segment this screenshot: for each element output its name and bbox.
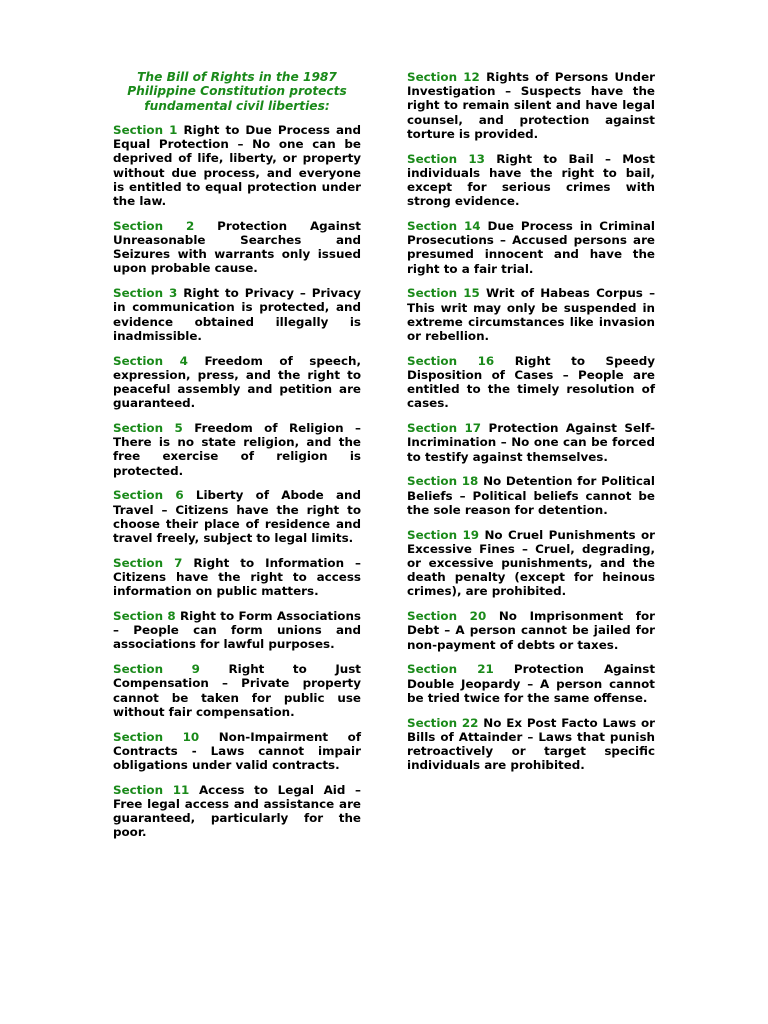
section-label: Section 5 <box>113 420 183 435</box>
section-paragraph <box>407 662 655 705</box>
intro-heading: The Bill of Rights in the 1987 Philippine Constitution protects fundamental civil liberties: <box>127 70 347 113</box>
section-paragraph <box>407 70 655 141</box>
section-paragraph <box>113 421 361 478</box>
section-text: No Detention for Political Beliefs – Political beliefs cannot be the sole reason for detention. <box>407 474 656 517</box>
section-label: Section 1 <box>113 122 178 137</box>
section-text: Right to Information – Citizens have the right to access information on public matters. <box>113 555 362 599</box>
section-label: Section 15 <box>407 286 480 301</box>
section-paragraph <box>407 286 655 343</box>
section-paragraph <box>407 219 655 276</box>
section-label: Section 20 <box>407 609 487 624</box>
section-text: Liberty of Abode and Travel – Citizens have the right to choose their place of residence and travel freely, subject to legal limits. <box>113 488 361 545</box>
section-paragraph <box>113 123 361 208</box>
section-text: Freedom of Religion – There is no state religion, and the free exercise of religion is protected. <box>113 420 361 478</box>
section-label: Section 8 <box>113 608 176 623</box>
section-text: No Ex Post Facto Laws or Bills of Attainder – Laws that punish retroactively or target specific individuals are prohibited. <box>407 715 655 773</box>
left-column <box>113 70 361 850</box>
section-text: Right to Form Associations – People can form unions and associations for lawful purposes. <box>113 608 362 652</box>
section-text: Access to Legal Aid – Free legal access and assistance are guaranteed, particularly for the poor. <box>113 782 362 840</box>
section-text: Right to Due Process and Equal Protection – No one can be deprived of life, liberty, or property without due process, and everyone is entitled to equal protection under the law. <box>113 122 362 208</box>
left-section-list <box>113 123 361 840</box>
section-label: Section 4 <box>113 353 188 368</box>
section-paragraph <box>113 286 361 343</box>
section-text: Protection Against Self-Incrimination – No one can be forced to testify against themselves. <box>407 421 655 464</box>
section-label: Section 3 <box>113 286 178 301</box>
section-text: Rights of Persons Under Investigation – Suspects have the right to remain silent and have legal counsel, and protection against torture is provided. <box>407 70 656 141</box>
section-label: Section 12 <box>407 70 480 84</box>
section-paragraph <box>407 354 655 411</box>
section-label: Section 19 <box>407 527 480 542</box>
right-column <box>407 70 655 783</box>
right-section-list <box>407 70 655 772</box>
section-paragraph <box>113 783 361 840</box>
section-paragraph <box>407 474 655 517</box>
section-label: Section 9 <box>113 662 200 677</box>
section-text: No Cruel Punishments or Excessive Fines – Cruel, degrading, or excessive punishments, and the death penalty (except for heinous crimes), are prohibited. <box>407 527 656 599</box>
section-paragraph <box>113 354 361 411</box>
section-text: No Imprisonment for Debt – A person cannot be jailed for non-payment of debts or taxes. <box>407 609 655 652</box>
section-text: Non-Impairment of Contracts - Laws cannot impair obligations under valid contracts. <box>113 729 361 772</box>
section-paragraph <box>113 730 361 773</box>
section-label: Section 11 <box>113 782 190 797</box>
section-paragraph <box>407 152 655 209</box>
section-label: Section 2 <box>113 218 195 233</box>
section-label: Section 22 <box>407 715 479 730</box>
section-text: Writ of Habeas Corpus – This writ may only be suspended in extreme circumstances like invasion or rebellion. <box>407 286 656 344</box>
section-paragraph <box>407 609 655 652</box>
section-label: Section 7 <box>113 555 183 570</box>
section-label: Section 14 <box>407 219 481 234</box>
section-paragraph <box>113 609 361 652</box>
section-text: Right to Speedy Disposition of Cases – People are entitled to the timely resolution of cases. <box>407 353 655 411</box>
section-text: Right to Bail – Most individuals have the right to bail, except for serious crimes with strong evidence. <box>407 151 655 209</box>
section-label: Section 13 <box>407 151 485 166</box>
section-paragraph <box>407 716 655 773</box>
section-label: Section 10 <box>113 729 200 744</box>
section-label: Section 17 <box>407 421 482 436</box>
section-text: Right to Privacy – Privacy in communication is protected, and evidence obtained illegally is inadmissible. <box>113 286 361 343</box>
section-text: Protection Against Unreasonable Searches and Seizures with warrants only issued upon probable cause. <box>113 218 361 276</box>
section-label: Section 21 <box>407 662 494 677</box>
section-label: Section 16 <box>407 353 495 368</box>
section-paragraph <box>113 219 361 276</box>
section-paragraph <box>113 556 361 599</box>
section-text: Due Process in Criminal Prosecutions – Accused persons are presumed innocent and have the right to a fair trial. <box>407 219 655 276</box>
section-paragraph <box>407 421 655 464</box>
section-paragraph <box>407 528 655 599</box>
section-label: Section 6 <box>113 488 184 503</box>
section-label: Section 18 <box>407 474 479 489</box>
section-paragraph <box>113 662 361 719</box>
section-text: Protection Against Double Jeopardy – A person cannot be tried twice for the same offense. <box>407 662 655 705</box>
section-text: Right to Just Compensation – Private property cannot be taken for public use without fair compensation. <box>113 662 361 719</box>
section-paragraph <box>113 488 361 545</box>
section-text: Freedom of speech, expression, press, and the right to peaceful assembly and petition are guaranteed. <box>113 353 362 411</box>
